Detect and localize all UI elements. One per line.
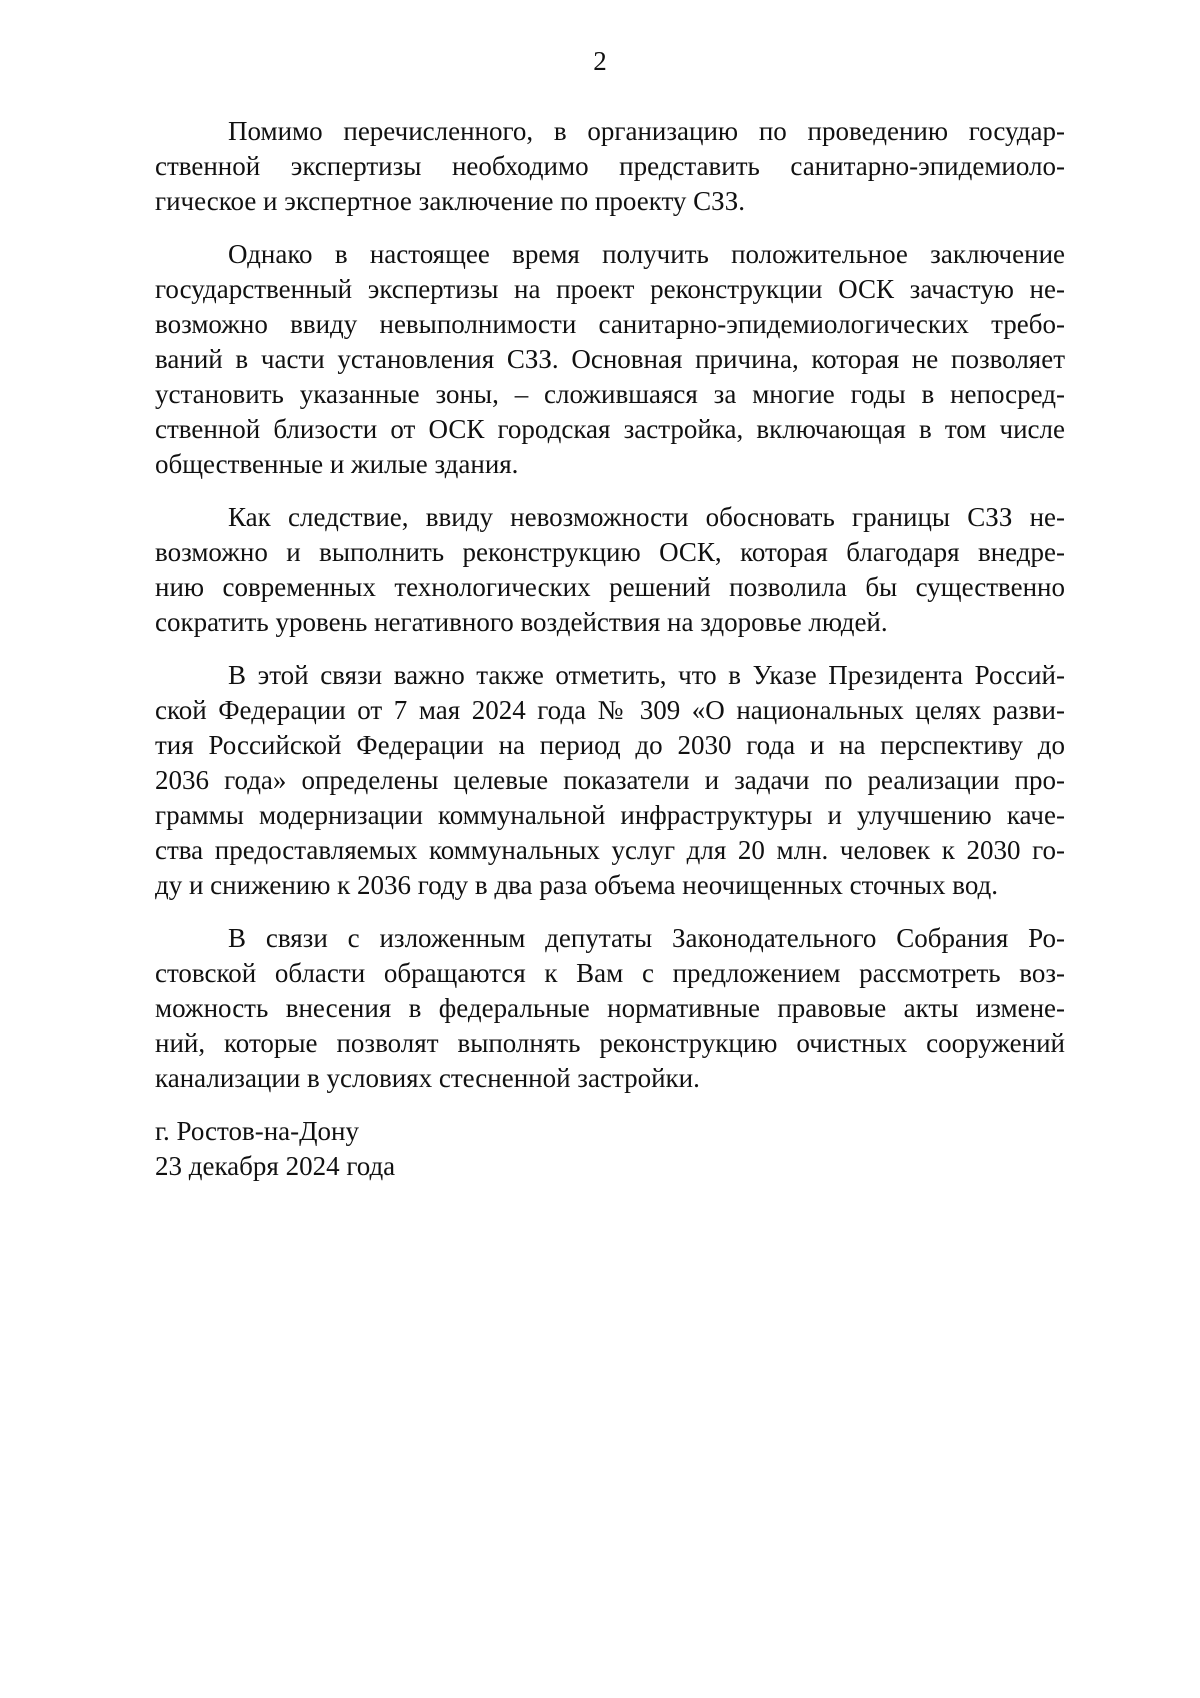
text-line: В связи с изложенным депутаты Законодательного Собрания Ро-	[228, 923, 1065, 953]
text-line: ний, которые позволят выполнять реконструкцию очистных сооружений	[155, 1028, 1065, 1058]
page-number: 2	[593, 46, 607, 76]
text-line: ства предоставляемых коммунальных услуг для 20 млн. человек к 2030 го-	[155, 835, 1065, 865]
text-line: сократить уровень негативного воздействия на здоровье людей.	[155, 607, 888, 637]
document-body	[155, 114, 1065, 1114]
text-line: возможно ввиду невыполнимости санитарно-эпидемиологических требо-	[155, 309, 1065, 339]
text-line: ской Федерации от 7 мая 2024 года № 309 «О национальных целях разви-	[155, 695, 1065, 725]
text-line: общественные и жилые здания.	[155, 449, 519, 479]
text-line: ственной экспертизы необходимо представить санитарно-эпидемиоло-	[155, 151, 1065, 181]
text-line: Как следствие, ввиду невозможности обосновать границы СЗЗ не-	[228, 502, 1065, 532]
text-line: Помимо перечисленного, в организацию по проведению государ-	[228, 116, 1065, 146]
text-line: стовской области обращаются к Вам с предложением рассмотреть воз-	[155, 958, 1065, 988]
text-line: установить указанные зоны, – сложившаяся за многие годы в непосред-	[155, 379, 1065, 409]
paragraph-1	[155, 114, 1065, 219]
text-line: граммы модернизации коммунальной инфраструктуры и улучшению каче-	[155, 800, 1065, 830]
signature-date: 23 декабря 2024 года	[155, 1151, 396, 1181]
text-line: ду и снижению к 2036 году в два раза объема неочищенных сточных вод.	[155, 870, 999, 900]
paragraph-3	[155, 500, 1065, 640]
text-line: возможно и выполнить реконструкцию ОСК, которая благодаря внедре-	[155, 537, 1065, 567]
text-line: ственной близости от ОСК городская застройка, включающая в том числе	[155, 414, 1065, 444]
text-line: тия Российской Федерации на период до 2030 года и на перспективу до	[155, 730, 1065, 760]
text-line: 2036 года» определены целевые показатели и задачи по реализации про-	[155, 765, 1065, 795]
text-line: гическое и экспертное заключение по проекту СЗЗ.	[155, 186, 745, 216]
text-line: можность внесения в федеральные нормативные правовые акты изменe-	[155, 993, 1065, 1023]
paragraph-5	[155, 921, 1065, 1096]
text-line: государственный экспертизы на проект реконструкции ОСК зачастую не-	[155, 274, 1065, 304]
text-line: ваний в части установления СЗЗ. Основная причина, которая не позволяет	[155, 344, 1065, 374]
signature-block	[155, 1114, 395, 1184]
paragraph-4	[155, 658, 1065, 903]
signature-city: г. Ростов-на-Дону	[155, 1116, 360, 1146]
text-line: канализации в условиях стесненной застройки.	[155, 1063, 700, 1093]
text-line: В этой связи важно также отметить, что в Указе Президента Россий-	[228, 660, 1065, 690]
paragraph-2	[155, 237, 1065, 482]
text-line: Однако в настоящее время получить положительное заключение	[228, 239, 1065, 269]
text-line: нию современных технологических решений позволила бы существенно	[155, 572, 1065, 602]
